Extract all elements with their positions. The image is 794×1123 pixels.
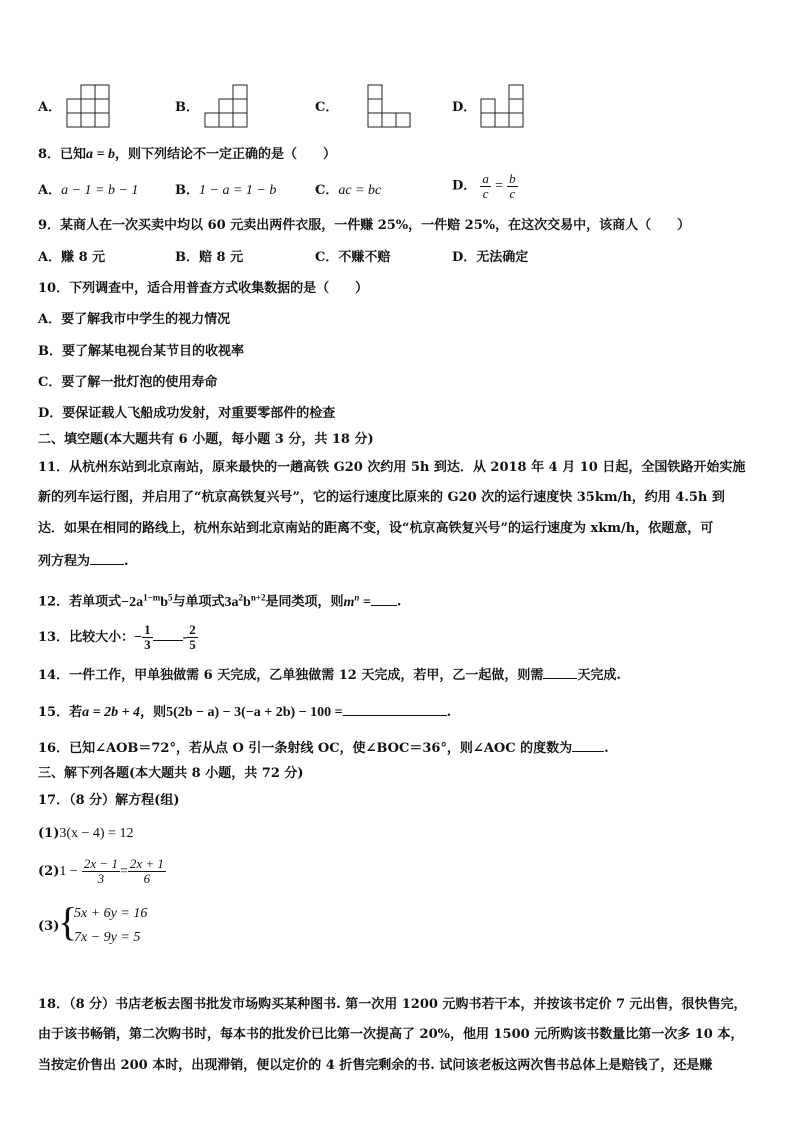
q8-a-label: A．	[38, 183, 62, 198]
q11-line-3: 达．如果在相同的路线上，杭州东站到北京南站的距离不变，设“杭京高铁复兴号”的运行速度为 xkm/h，依题意，可	[38, 521, 714, 536]
q12-askexp: n	[354, 592, 360, 602]
grid-cell	[95, 85, 109, 99]
q12-answer-blank[interactable]	[371, 592, 397, 606]
grid-cell	[368, 113, 382, 127]
q7-option-c-figure	[367, 84, 419, 130]
q13-pre: 13．比较大小：	[38, 630, 135, 645]
q16-text: 16．已知∠AOB＝72°，若从点 O 引一条射线 OC，使∠BOC＝36°，则∠AOC 的度数为	[38, 741, 573, 756]
q7-option-d-label[interactable]: D．	[452, 100, 477, 115]
q12-mono2b: b	[243, 594, 251, 610]
q12-exp1: 1−m	[143, 592, 161, 602]
q16-answer-blank[interactable]	[572, 738, 604, 752]
q18-line-3: 当按定价售出 200 本时，出现滞销，便以定价的 4 折售完剩余的书. 试问该老板这两次售书总体上是赔钱了，还是赚	[38, 1058, 713, 1073]
q11-line-1: 11．从杭州东站到北京南站，原来最快的一趟高铁 G20 次约用 5h 到达．从 2018 年 4 月 10 日起，全国铁路开始实施	[38, 460, 746, 475]
grid-cell	[509, 113, 523, 127]
q10-stem: 10．下列调查中，适合用普查方式收集数据的是（ ）	[38, 281, 369, 296]
q9-option-a[interactable]: A．赚 8 元	[38, 250, 106, 265]
q8-option-d[interactable]	[452, 172, 518, 201]
q17-p1-label: (1)	[38, 826, 60, 841]
q17-part-2	[38, 852, 764, 892]
grid-cell	[368, 85, 382, 99]
section-3-heading: 三、解下列各题(本大题共 8 小题，共 72 分)	[38, 766, 304, 781]
q8-a-expr: a − 1 = b − 1	[61, 183, 139, 198]
section-2-heading: 二、填空题(本大题共有 6 小题，每小题 3 分，共 18 分)	[38, 432, 374, 447]
q9-option-c[interactable]: C．不赚不赔	[315, 250, 391, 265]
q8-condition: a = b	[86, 147, 116, 162]
q14-post: 天完成.	[577, 668, 621, 683]
q8-d-frac1: $\frac{a}{c}$	[482, 171, 489, 201]
q12-ask-eq: =	[359, 594, 371, 610]
q8-option-a[interactable]	[38, 182, 138, 200]
q13-stem	[38, 620, 764, 656]
grid-cell	[233, 99, 247, 113]
q13-sign2: -	[182, 630, 188, 645]
q12-exp1b: 5	[168, 592, 173, 602]
q17-p2-frac1: $\frac{2x - 1}{3}$	[83, 856, 118, 886]
q15-answer-blank[interactable]	[343, 702, 447, 716]
grid-cell	[219, 99, 233, 113]
q9-stem: 9．某商人在一次买卖中均以 60 元卖出两件衣服，一件赚 25%，一件赔 25%，在这次交易中，该商人（ ）	[38, 218, 691, 233]
grid-cell	[481, 113, 495, 127]
q17-p2-eq: =	[119, 864, 128, 879]
q9-option-d[interactable]: D．无法确定	[452, 250, 529, 265]
grid-cell	[219, 113, 233, 127]
q8-d-frac2: $\frac{b}{c}$	[509, 171, 516, 201]
q7-option-a-label[interactable]: A．	[38, 100, 62, 115]
q12-post: 是同类项，则	[265, 594, 344, 610]
q15-pre: 15．若	[38, 705, 83, 720]
grid-cell	[205, 113, 219, 127]
q8-d-eq: =	[495, 178, 503, 194]
q17-p2-label: (2)	[38, 864, 60, 879]
q13-frac2: $\frac{2}{5}$	[189, 622, 196, 652]
q17-p3-brace: {	[58, 899, 78, 944]
grid-cell	[382, 113, 396, 127]
q12-mono1: −2a	[121, 594, 144, 610]
grid-cell	[481, 99, 495, 113]
q8-stem	[38, 146, 764, 164]
q8-stem-pre: 8．已知	[38, 147, 87, 162]
q12-mid: 与单项式	[172, 594, 225, 610]
q7-option-d-figure	[480, 84, 530, 128]
q12-exp2b: n+2	[250, 592, 266, 602]
q18-line-2: 由于该书畅销，第二次购书时，每本书的批发价已比第一次提高了 20%，他用 1500 元所购该书数量比第一次多 10 本，	[38, 1027, 744, 1042]
q12-stem: 12．若单项式$-2a^{1-m}b^5$与单项式$3a^2b^{n+2}$是同类项，则$m^n$ = .	[38, 592, 402, 610]
q8-option-c[interactable]	[315, 182, 381, 200]
q7-option-c-label[interactable]: C．	[315, 100, 339, 115]
q8-c-label: C．	[315, 183, 339, 198]
q8-c-expr: ac = bc	[338, 183, 382, 198]
q17-part-1	[38, 825, 764, 843]
q17-stem: 17．（8 分）解方程(组)	[38, 793, 180, 808]
grid-cell	[81, 99, 95, 113]
grid-cell	[509, 99, 523, 113]
q11-line-4: 列方程为 .	[38, 551, 764, 571]
grid-cell	[67, 113, 81, 127]
q13-frac1: $\frac{1}{3}$	[144, 622, 151, 652]
q12-mono1b: b	[160, 594, 169, 610]
q8-option-b[interactable]	[175, 182, 276, 200]
q8-b-expr: 1 − a = 1 − b	[199, 183, 277, 198]
q18-line-1: 18．（8 分）书店老板去图书批发市场购买某种图书. 第一次用 1200 元购书若干本，并按该书定价 7 元出售，很快售完，	[38, 997, 747, 1012]
q9-option-b[interactable]: B．赔 8 元	[175, 250, 244, 265]
q10-option-b[interactable]: B．要了解某电视台某节目的收视率	[38, 344, 244, 359]
q12-ask: m	[343, 594, 355, 610]
q7-option-b-label[interactable]: B．	[175, 100, 199, 115]
q15-mid: ，则	[140, 705, 167, 720]
q10-option-c[interactable]: C．要了解一批灯泡的使用寿命	[38, 375, 218, 390]
grid-cell	[81, 113, 95, 127]
q10-option-a[interactable]: A．要了解我市中学生的视力情况	[38, 312, 231, 327]
q12-mono2: 3a	[224, 594, 239, 610]
q17-p2-pre: 1 −	[59, 864, 78, 879]
grid-cell	[95, 99, 109, 113]
q17-p1-expr: 3(x − 4) = 12	[59, 826, 134, 841]
q11-line-4-text: 列方程为	[38, 554, 91, 569]
q17-p3-eq2: 7x − 9y = 5	[74, 930, 141, 945]
q15-expr: 5(2b − a) − 3(−a + 2b) − 100 =	[166, 705, 343, 720]
q7-option-a-figure	[66, 84, 116, 128]
grid-cell	[495, 113, 509, 127]
q10-option-d[interactable]: D．要保证载人飞船成功发射，对重要零部件的检查	[38, 406, 336, 421]
q17-p2-frac2: $\frac{2x + 1}{6}$	[129, 856, 164, 886]
grid-cell	[233, 113, 247, 127]
q11-answer-blank[interactable]	[90, 551, 124, 565]
q14-answer-blank[interactable]	[543, 665, 577, 679]
q16-stem: 16．已知∠AOB＝72°，若从点 O 引一条射线 OC，使∠BOC＝36°，则∠AOC 的度数为 .	[38, 738, 764, 758]
q8-d-label: D．	[452, 178, 477, 194]
grid-cell	[81, 85, 95, 99]
q13-sign1: −	[134, 630, 143, 645]
q7-option-b-figure	[204, 84, 254, 128]
q13-answer-blank[interactable]	[153, 627, 183, 641]
q17-p3-eq1: 5x + 6y = 16	[74, 906, 148, 921]
q17-p3-label: (3)	[38, 919, 60, 934]
q11-line-2: 新的列车运行图，并启用了“杭京高铁复兴号”，它的运行速度比原来的 G20 次的运行速度快 35km/h，约用 4.5h 到	[38, 490, 725, 505]
grid-cell	[368, 99, 382, 113]
q12-pre: 12．若单项式	[38, 594, 122, 610]
grid-cell	[396, 113, 410, 127]
q12-exp2: 2	[238, 592, 244, 602]
grid-cell	[95, 113, 109, 127]
grid-cell	[67, 99, 81, 113]
q14-stem	[38, 665, 764, 685]
q15-stem: 15．若a = 2b + 4，则5(2b − a) − 3(−a + 2b) − 100 = .	[38, 702, 764, 722]
q8-stem-post: ，则下列结论不一定正确的是（ ）	[115, 147, 337, 162]
q8-b-label: B．	[175, 183, 199, 198]
q15-cond: a = 2b + 4	[82, 705, 141, 720]
grid-cell	[509, 85, 523, 99]
grid-cell	[233, 85, 247, 99]
q14-pre: 14．一件工作，甲单独做需 6 天完成，乙单独做需 12 天完成，若甲，乙一起做，则需	[38, 668, 544, 683]
